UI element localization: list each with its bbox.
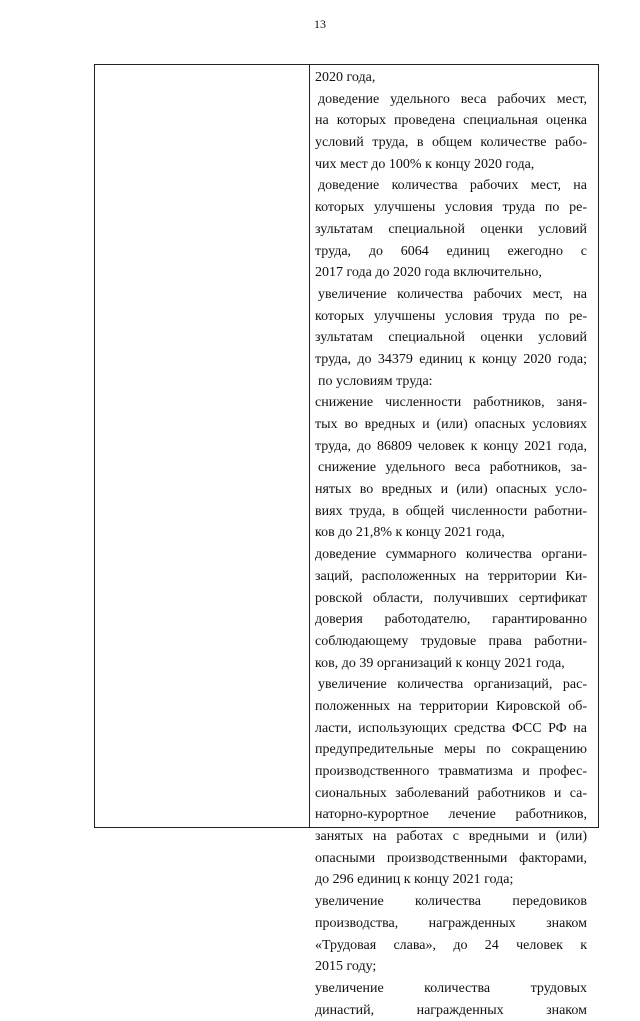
table-text-line: 2015 году;	[315, 959, 377, 975]
table-text-line: зультатам специальной оценки условий	[315, 221, 587, 237]
table-text-line: ласти, использующих средства ФСС РФ на	[315, 720, 587, 736]
table-text-line: соблюдающему трудовые права работни-	[315, 633, 587, 649]
table-text-line: доверия работодателю, гарантированно	[315, 612, 587, 628]
table-text-line: династий, награжденных знаком	[315, 1002, 587, 1018]
table-text-line: увеличение количества передовиков	[315, 894, 587, 910]
table-text-line: ков, до 39 организаций к концу 2021 года,	[315, 655, 565, 671]
table-text-line: труда, до 6064 единиц ежегодно с	[315, 243, 587, 259]
right-column-text	[315, 67, 587, 1021]
table-text-line: 2017 года до 2020 года включительно,	[315, 265, 542, 281]
table-text-line: положенных на территории Кировской об-	[315, 698, 587, 714]
table-text-line: ков до 21,8% к концу 2021 года,	[315, 525, 505, 541]
table-text-line: зультатам специальной оценки условий	[315, 330, 587, 346]
table-text-line: сиональных заболеваний работников и са-	[315, 785, 587, 801]
page-number: 13	[314, 17, 326, 31]
table-text-line: увеличение количества рабочих мест, на	[318, 286, 587, 302]
table-text-line: снижение удельного веса работников, за-	[318, 460, 587, 476]
table-text-line: труда, до 34379 единиц к концу 2020 года;	[315, 351, 587, 367]
table-text-line: увеличение количества организаций, рас-	[318, 677, 587, 693]
table-text-line: производственного травматизма и профес-	[315, 764, 587, 779]
table-text-line: которых улучшены условия труда по ре-	[315, 308, 587, 324]
table-text-line: «Трудовая слава», до 24 человек к	[315, 937, 587, 953]
table-text-line: 2020 года,	[315, 70, 376, 85]
table-text-line: заций, расположенных на территории Ки-	[315, 568, 587, 584]
table-text-line: предупредительные меры по сокращению	[315, 742, 587, 758]
table-text-line: доведение суммарного количества органи-	[315, 547, 587, 563]
table-text-line: ровской области, получивших сертификат	[315, 590, 587, 606]
table-text-line: виях труда, в общей численности работни-	[315, 503, 587, 519]
table-text-line: увеличение количества трудовых	[315, 980, 587, 996]
table-text-line: занятых на работах с вредными и (или)	[315, 829, 587, 845]
table	[94, 64, 599, 1018]
table-text-line: снижение численности работников, заня-	[315, 395, 587, 411]
table-text-line: тых во вредных и (или) опасных условиях	[315, 417, 587, 432]
table-text-line: доведение количества рабочих мест, на	[318, 178, 587, 194]
table-text-line: на которых проведена специальная оценка	[315, 113, 587, 129]
column-divider	[309, 65, 310, 827]
table-text-line: труда, до 86809 человек к концу 2021 года,	[315, 438, 587, 454]
table-text-line: доведение удельного веса рабочих мест,	[318, 91, 587, 107]
table-text-line: по условиям труда:	[318, 373, 433, 389]
table-text-line: опасными производственными факторами,	[315, 850, 587, 866]
table-text-line: нятых во вредных и (или) опасных усло-	[315, 482, 587, 498]
table-text-line: условий труда, в общем количестве рабо-	[315, 135, 587, 151]
table-text-line: наторно-курортное лечение работников,	[315, 807, 587, 823]
table-text-line: до 296 единиц к концу 2021 года;	[315, 872, 514, 888]
table-text-line: которых улучшены условия труда по ре-	[315, 200, 587, 216]
table-text-line: производства, награжденных знаком	[315, 915, 587, 931]
table-text-line: чих мест до 100% к концу 2020 года,	[315, 156, 535, 172]
